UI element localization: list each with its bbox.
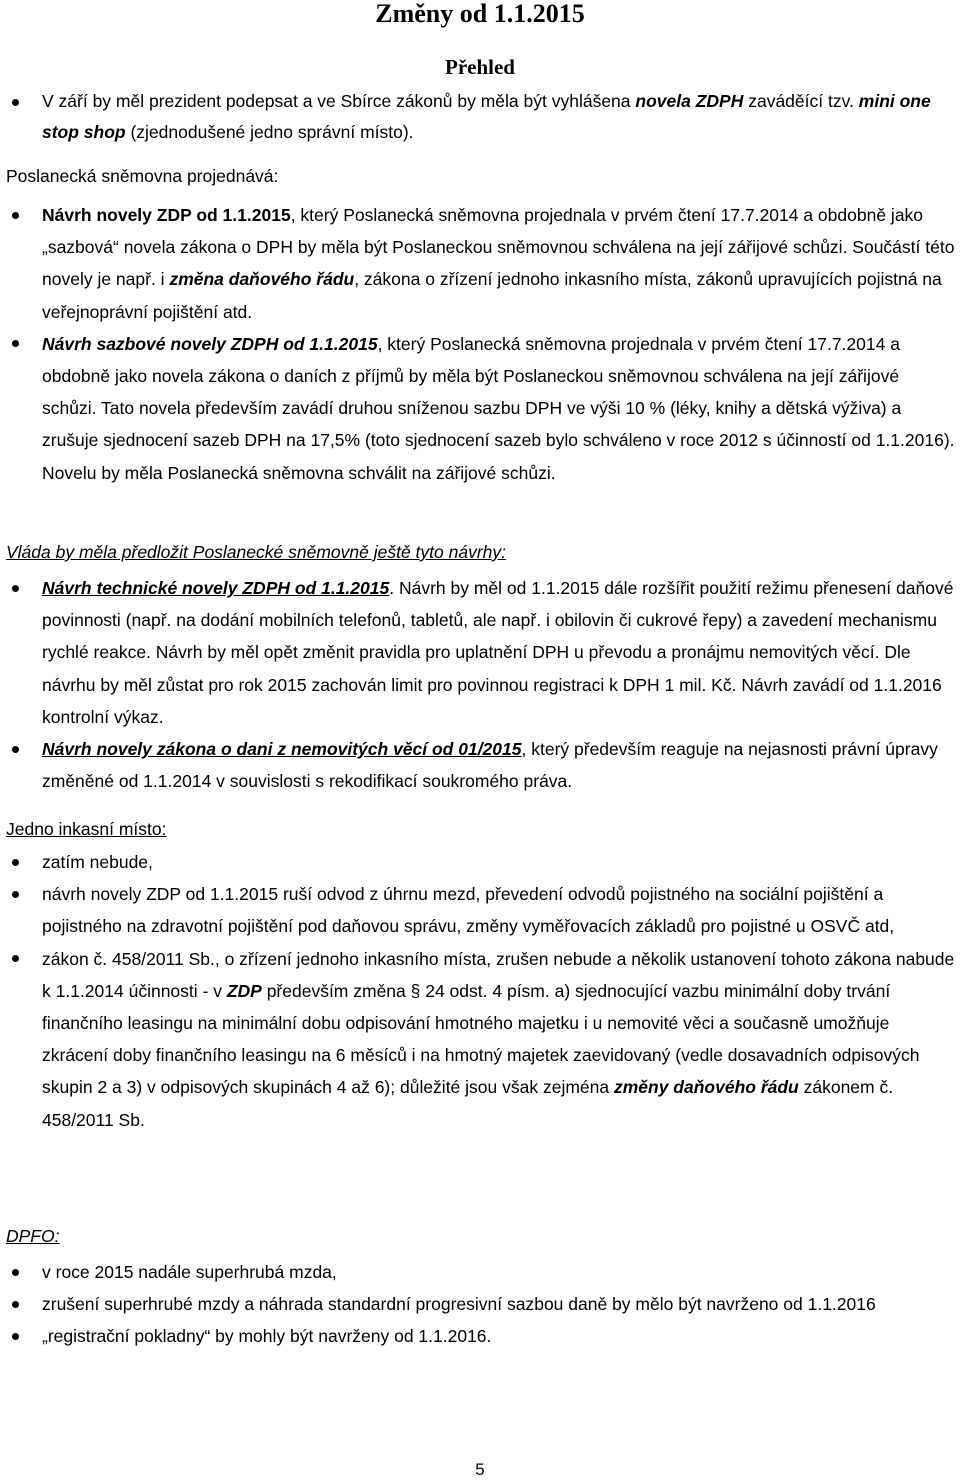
dpfo-list: [0, 1256, 960, 1353]
list-item: [0, 1288, 960, 1320]
text-run: v roce 2015 nadále superhrubá mzda,: [42, 1262, 337, 1282]
intro-list: [0, 86, 960, 148]
list-item: [0, 86, 960, 148]
text-run: zákonem č. 458/2011 Sb.: [42, 1077, 894, 1130]
list-item: [0, 328, 960, 489]
list-item: [0, 199, 960, 328]
text-run-emphasis: Návrh technické novely ZDPH od 1.1.2015: [42, 578, 390, 598]
text-run: , který Poslanecká sněmovna projednala v prvém čtení 17.7.2014 a obdobně jako novela zákona o daních z příjmů by měla být Poslaneckou sněmovnou schválena na její zářijové schůzi. Tato novela především zavádí druhou sníženou sazbu DPH ve výši 10 % (léky, knihy a dětská výživa) a zrušuje sjednocení sazeb DPH na 17,5% (toto sjednocení sazeb bylo schváleno v roce 2012 s účinností od 1.1.2016). Novelu by měla Poslanecká sněmovna schválit na zářijové schůzi.: [42, 333, 955, 483]
list-item: [0, 1256, 960, 1288]
text-run-emphasis: Návrh sazbové novely ZDPH od 1.1.2015: [42, 333, 378, 354]
text-run: zákon č. 458/2011 Sb., o zřízení jednoho inkasního místa, zrušen nebude a několik ustanovení tohoto zákona nabude k 1.1.2014 účinnosti - v: [42, 948, 955, 1001]
section-collection-point: [0, 846, 960, 1136]
text-run: , zákona o zřízení jednoho inkasního místa, zákonů upravujících pojistná na veřejnoprávní pojištění atd.: [42, 269, 942, 322]
text-run: . Návrh by měl od 1.1.2015 dále rozšířit použití režimu přenesení daňové povinnosti (např. na dodání mobilních telefonů, tabletů, ale např. i obilovin či cukrové řepy) a zavedení mechanismu rychlé reakce. Návrh by měl opět změnit pravidla pro uplatnění DPH u převodu a pronájmu nemovitých věcí. Dle návrhu by měl zůstat pro rok 2015 zachován limit pro povinnou registraci k DPH 1 mil. Kč. Návrh zavádí od 1.1.2016 kontrolní výkaz.: [42, 578, 954, 727]
text-run: , který Poslanecká sněmovna projednala v prvém čtení 17.7.2014 a obdobně jako „sazbová“ novela zákona o DPH by měla být Poslaneckou sněmovnou schválena na její zářijové schůzi. Součástí této novely je např. i: [42, 205, 955, 290]
text-run-emphasis: mini one stop shop: [42, 91, 931, 142]
government-list: [0, 572, 960, 797]
text-run: návrh novely ZDP od 1.1.2015 ruší odvod z úhrnu mezd, převedení odvodů pojistného na sociální pojištění a pojistného na zdravotní pojištění pod daňovou správu, změny vyměřovacích základů pro pojistné u OSVČ atd,: [42, 884, 895, 937]
section-heading-government: [6, 541, 956, 563]
section-heading-dpfo: [6, 1225, 956, 1247]
section-heading: Poslanecká sněmovna projednává:: [6, 166, 279, 186]
list-item: [0, 572, 960, 733]
section-parliament: [0, 199, 960, 489]
section-dpfo: [0, 1256, 960, 1353]
section-heading: Jedno inkasní místo:: [6, 819, 167, 839]
text-run-emphasis: ZDP: [226, 980, 262, 1001]
list-item: [0, 1320, 960, 1352]
section-government: [0, 572, 960, 797]
text-run: především změna § 24 odst. 4 písm. a) sjednocující vazbu minimální doby trvání finančního leasingu na minimální dobu odpisování hmotného majetku i u nemovité věci a současně umožňuje zkrácení doby finančního leasingu na 6 měsíců i na hmotný majetek zaevidovaný (vedle dosavadních odpisových skupin 2 a 3) v odpisových skupinách 4 až 6); důležité jsou však zejména: [42, 980, 920, 1098]
page-title: Změny od 1.1.2015: [375, 0, 585, 28]
section-heading-parliament: [6, 165, 956, 187]
intro-block: [0, 86, 960, 148]
list-item: [0, 733, 960, 797]
list-item: [0, 846, 960, 878]
text-run-emphasis: změny daňového řádu: [613, 1077, 799, 1098]
list-item: [0, 878, 960, 942]
section-heading: DPFO:: [6, 1226, 60, 1246]
text-run: zrušení superhrubé mzdy a náhrada standardní progresivní sazbou daně by mělo být navrženo od 1.1.2016: [42, 1294, 876, 1315]
text-run: , který především reaguje na nejasnosti právní úpravy změněné od 1.1.2014 v souvislosti s rekodifikací soukromého práva.: [42, 739, 938, 792]
page-subtitle: Přehled: [445, 55, 515, 79]
page-number: 5: [475, 1460, 485, 1479]
parliament-list: [0, 199, 960, 489]
section-heading-collection-point: [6, 818, 956, 840]
text-run: zatím nebude,: [42, 852, 153, 872]
text-run: (zjednodušené jedno správní místo).: [125, 122, 414, 142]
text-run-emphasis: změna daňového řádu: [169, 269, 355, 290]
list-item: [0, 943, 960, 1136]
text-run: V září by měl prezident podepsat a ve Sbírce zákonů by měla být vyhlášena: [42, 91, 636, 111]
text-run-emphasis: Návrh novely zákona o dani z nemovitých věcí od 01/2015: [42, 739, 522, 760]
text-run: zaváděící tzv.: [743, 91, 859, 111]
collection-point-list: [0, 846, 960, 1136]
text-run-emphasis: novela ZDPH: [635, 91, 744, 111]
text-run-bold: Návrh novely ZDP od 1.1.2015: [42, 205, 291, 225]
text-run: „registrační pokladny“ by mohly být navrženy od 1.1.2016.: [42, 1326, 492, 1347]
section-heading: Vláda by měla předložit Poslanecké sněmovně ještě tyto návrhy:: [6, 542, 506, 562]
